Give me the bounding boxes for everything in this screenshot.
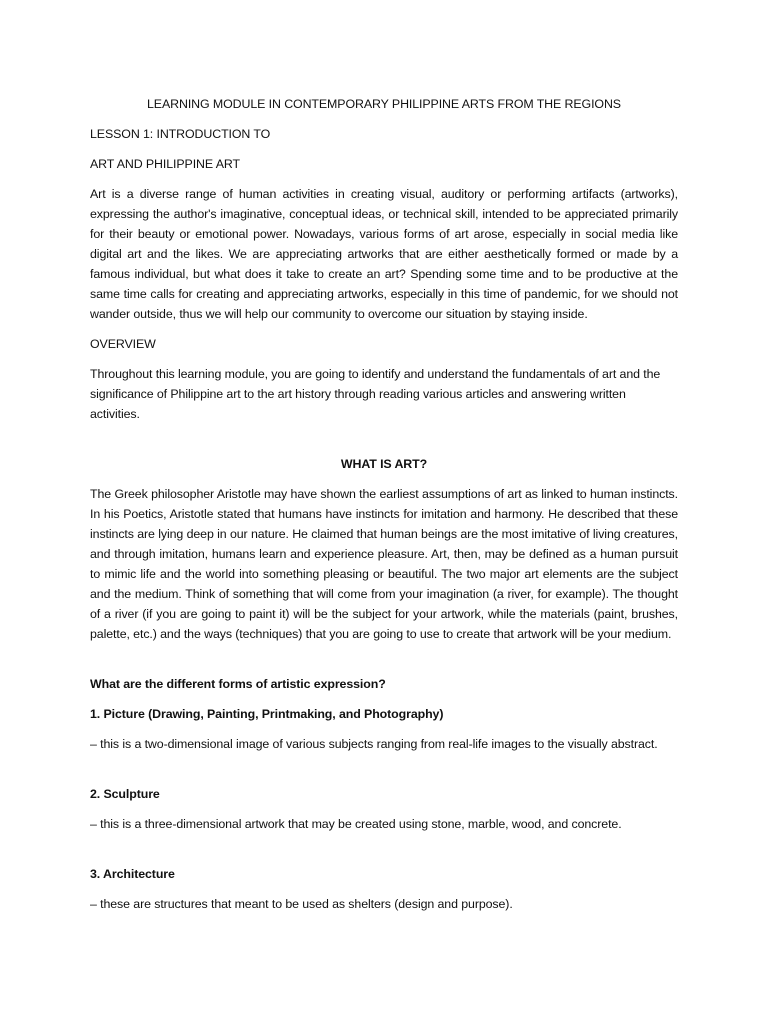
section-spacer [90, 654, 678, 674]
section-spacer [90, 764, 678, 784]
form-heading-sculpture: 2. Sculpture [90, 787, 160, 801]
form-description-architecture: – these are structures that meant to be used as shelters (design and purpose). [90, 897, 513, 911]
form-heading-architecture: 3. Architecture [90, 867, 175, 881]
forms-question: What are the different forms of artistic expression? [90, 677, 386, 691]
what-is-art-paragraph: The Greek philosopher Aristotle may have shown the earliest assumptions of art as linked to human instincts. In his Poetics, Aristotle stated that humans have instincts for imitation and harmony. He described that these instincts are lying deep in our nature. He claimed that human beings are the most imitative of living creatures, and through imitation, humans learn and experience pleasure. Art, then, may be defined as a human pursuit to mimic life and the world into something pleasing or beautiful. The two major art elements are the subject and the medium. Think of something that will come from your imagination (a river, for example). The thought of a river (if you are going to paint it) will be the subject for your artwork, while the materials (paint, brushes, palette, etc.) and the ways (techniques) that you are going to use to create that artwork will be your medium. [90, 487, 678, 641]
form-description-picture: – this is a two-dimensional image of various subjects ranging from real-life images to the visually abstract. [90, 737, 658, 751]
form-description-sculpture: – this is a three-dimensional artwork that may be created using stone, marble, wood, and concrete. [90, 817, 622, 831]
overview-heading: OVERVIEW [90, 337, 156, 351]
overview-paragraph: Throughout this learning module, you are going to identify and understand the fundamentals of art and the significance of Philippine art to the art history through reading various articles and answering written activities. [90, 367, 661, 421]
document-page [90, 94, 678, 924]
lesson-heading-line-2: ART AND PHILIPPINE ART [90, 157, 240, 171]
section-spacer [90, 844, 678, 864]
form-heading-picture: 1. Picture (Drawing, Painting, Printmaking, and Photography) [90, 707, 444, 721]
document-title: LEARNING MODULE IN CONTEMPORARY PHILIPPINE ARTS FROM THE REGIONS [147, 97, 621, 111]
section-spacer [90, 434, 678, 454]
lesson-heading-line-1: LESSON 1: INTRODUCTION TO [90, 127, 271, 141]
what-is-art-heading: WHAT IS ART? [340, 457, 428, 471]
intro-paragraph: Art is a diverse range of human activities in creating visual, auditory or performing artifacts (artworks), expressing the author's imaginative, conceptual ideas, or technical skill, intended to be appreciated primarily for their beauty or emotional power. Nowadays, various forms of art arose, especially in social media like digital art and the likes. We are appreciating artworks that are either aesthetically formed or made by a famous individual, but what does it take to create an art? Spending some time and to be productive at the same time calls for creating and appreciating artworks, especially in this time of pandemic, for we should not wander outside, thus we will help our community to overcome our situation by staying inside. [90, 187, 678, 321]
